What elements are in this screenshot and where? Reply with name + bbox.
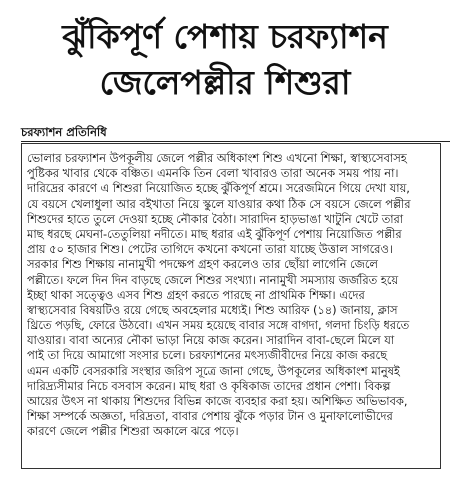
byline: চরফ্যাশন প্রতিনিধি <box>21 125 107 139</box>
body-line: পুষ্টিকর খাবার থেকে বঞ্চিত। এমনকি তিন বেলা খাবারও তারা অনেক সময় পায় না। <box>27 166 399 181</box>
headline <box>0 14 450 106</box>
body-line: দারিদ্র্যসীমার নিচে বসবাস করেন। মাছ ধরা ও কৃষিকাজ তাদের প্রধান পেশা। বিকল্প <box>27 378 391 393</box>
byline-divider <box>21 141 450 142</box>
body-line: দারিদ্রের কারণে এ শিশুরা নিয়োজিত হচ্ছে ঝুঁকিপূর্ণ শ্রমে। সরেজমিনে গিয়ে দেখা যায়, <box>27 181 410 196</box>
body-line: মাছ ধরছে মেঘনা-তেতুলিয়া নদীতে। মাছ ধরার এই ঝুঁকিপূর্ণ পেশায় নিয়োজিত পল্লীর <box>27 226 402 241</box>
body-line: শিশুদের হাতে তুলে দেওয়া হচ্ছে নৌকার বৈঠা। সারাদিন হাড়ভাঙা খাটুনি খেটে তারা <box>27 211 404 226</box>
body-line: যে বয়সে খেলাধুলা আর বইখাতা নিয়ে স্কুলে যাওয়ার কথা ঠিক সে বয়সে জেলে পল্লীর <box>27 196 411 211</box>
body-line: শিক্ষা সম্পর্কে অজ্ঞতা, দরিদ্রতা, বাবার পেশায় ঝুঁকে পড়ার টান ও মুনাফালোভীদের <box>27 409 393 424</box>
headline-line-1: ঝুঁকিপূর্ণ পেশায় চরফ্যাশন <box>62 17 388 56</box>
body-line: যাওয়ার। বাবা অন্যের নৌকা ভাড়া নিয়ে কাজ করেন। সারাদিন বাবা-ছেলে মিলে যা <box>27 333 395 348</box>
body-line: এমন একটি বেসরকারি সংস্থার জরিপ সূত্রে জানা গেছে, উপকূলের অধিকাংশ মানুষই <box>27 363 400 378</box>
headline-line-2: জেলেপল্লীর শিশুরা <box>99 63 351 102</box>
body-line: প্রায় ৫০ হাজার শিশু। পেটের তাগিদে কখনো কখনো তারা যাচ্ছে উত্তাল সাগরেও। <box>27 242 393 257</box>
body-line: ইচ্ছা থাকা সত্ত্বেও এসব শিশু গ্রহণ করতে পারছে না প্রাথমিক শিক্ষা। এদের <box>27 287 365 302</box>
body-line: কারণে জেলে পল্লীর শিশুরা অকালে ঝরে পড়ে। <box>27 424 239 439</box>
body-line: ভোলার চরফ্যাশন উপকূলীয় জেলে পল্লীর অধিকাংশ শিশু এখনো শিক্ষা, স্বাস্থ্যসেবাসহ <box>27 151 407 165</box>
body-line: থ্রিতে পড়ছি, ফোরে উঠবো। এখন সময় হয়েছে বাবার সঙ্গে বাগদা, গলদা চিংড়ি ধরতে <box>27 318 410 333</box>
body-line: সরকার শিশু শিক্ষায় নানামুখী পদক্ষেপ গ্রহণ করলেও তার ছোঁয়া লাগেনি জেলে <box>27 257 378 272</box>
body-line: পাই তা দিয়ে আমাগো সংসার চলে। চরফ্যাশনের মৎস্যজীবীদের নিয়ে কাজ করছে <box>27 348 387 363</box>
body-line: পল্লীতে। ফলে দিন দিন বাড়ছে জেলে শিশুর সংখ্যা। নানামুখী সমস্যায় জর্জরিত হয়ে <box>27 272 399 287</box>
article-body <box>27 151 439 440</box>
body-line: স্বাস্থ্যসেবার বিষয়টিও রয়ে গেছে অবহেলার মধ্যেই। শিশু আরিফ (১৪) জানায়, ক্লাস <box>27 302 398 317</box>
article-body-box <box>21 143 441 469</box>
body-line: আয়ের উৎস না থাকায় শিশুদের বিভিন্ন কাজে ব্যবহার করা হয়। অশিক্ষিত অভিভাবক, <box>27 394 408 408</box>
